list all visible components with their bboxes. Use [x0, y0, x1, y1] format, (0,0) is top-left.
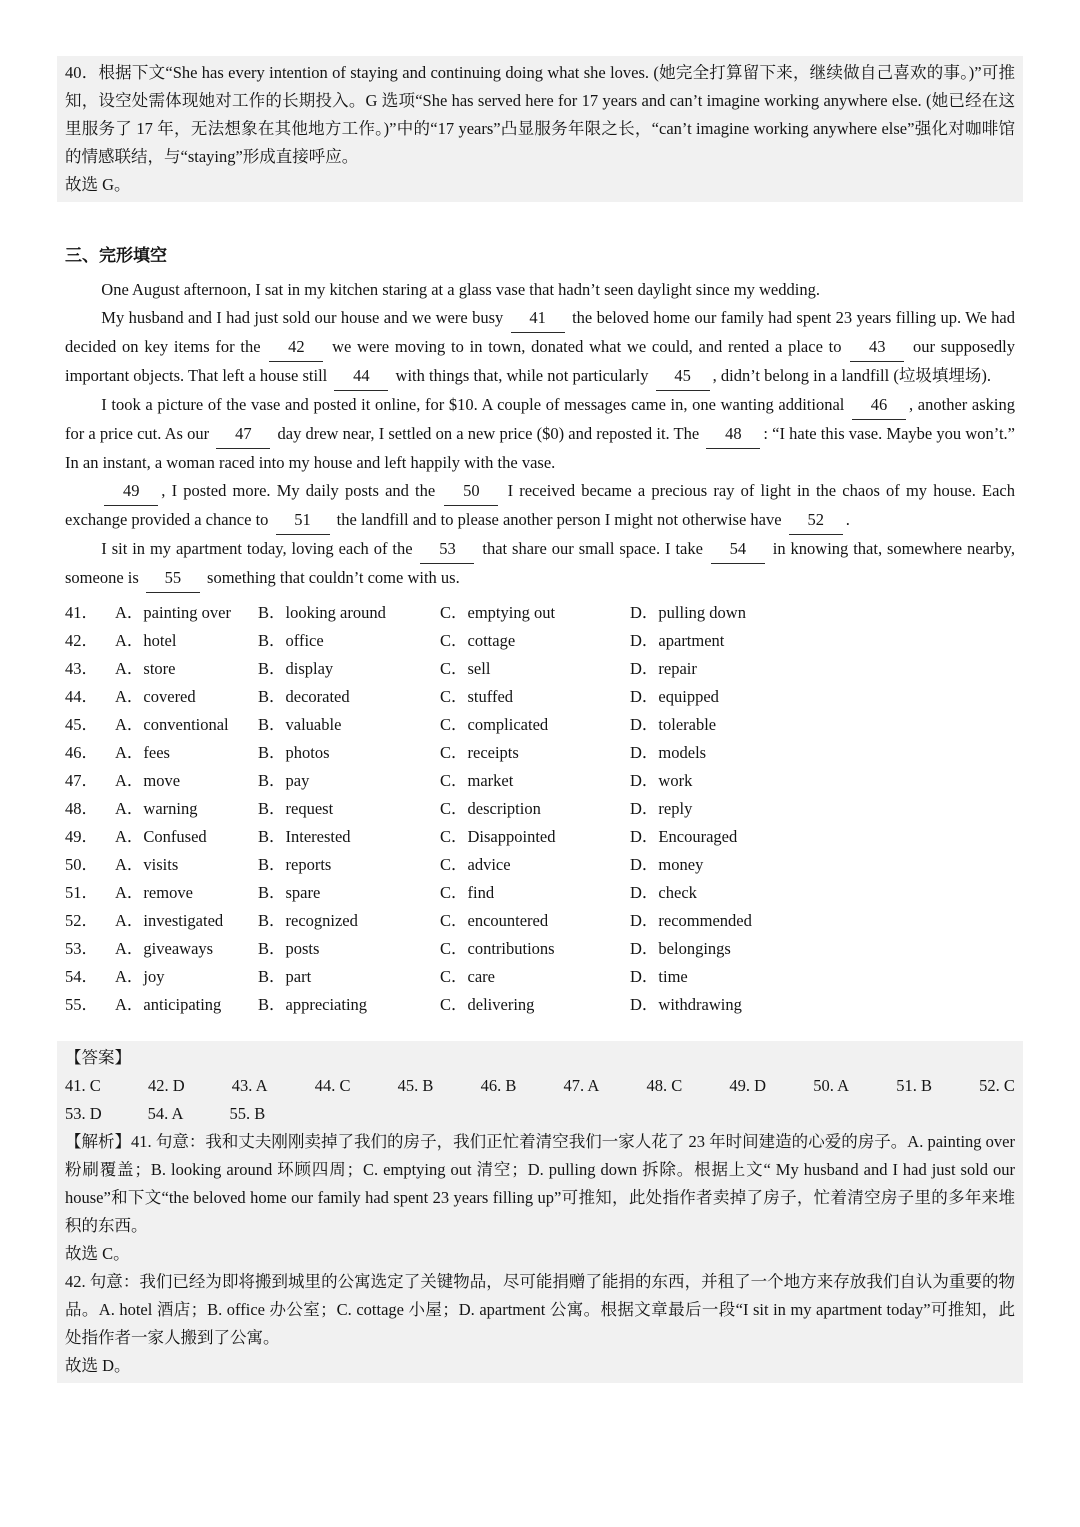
option-b: B．office — [258, 631, 324, 650]
answer-analysis-block — [57, 1041, 1023, 1383]
cloze-blank-46: 46 — [852, 391, 906, 420]
option-c: C．complicated — [440, 715, 549, 734]
answer-item: 51. B — [896, 1076, 932, 1095]
option-c: C．market — [440, 771, 514, 790]
answer-item: 48. C — [646, 1076, 683, 1095]
question-row — [65, 851, 1015, 879]
cloze-blank-43: 43 — [850, 333, 904, 362]
option-d: D．models — [630, 743, 707, 762]
answers-heading: 【答案】 — [65, 1048, 131, 1067]
option-c: C．stuffed — [440, 687, 514, 706]
answer-item: 49. D — [729, 1076, 767, 1095]
answer-item: 46. B — [480, 1076, 517, 1095]
question-row — [65, 767, 1015, 795]
option-b: B．pay — [258, 771, 310, 790]
analysis-item-42: 42. 句意：我们已经为即将搬到城里的公寓选定了关键物品，尽可能捐赠了能捐的东西，并租了一个地方来存放我们自认为重要的物品。A. hotel 酒店；B. office 办公室；C. cottage 小屋；D. apartment 公寓。根据文章最后一段“I sit in my apartment today”可推知，此处指作者一家人搬到了公寓。 — [65, 1272, 1015, 1347]
option-b: B．display — [258, 659, 334, 678]
option-d: D．belongings — [630, 939, 731, 958]
cloze-blank-50: 50 — [444, 477, 498, 506]
option-a: A．Confused — [115, 827, 207, 846]
question-number: 50． — [65, 855, 98, 874]
cloze-blank-49: 49 — [104, 477, 158, 506]
question-number: 51． — [65, 883, 98, 902]
option-d: D．tolerable — [630, 715, 717, 734]
option-c: C．find — [440, 883, 495, 902]
answer-item: 55. B — [229, 1104, 266, 1123]
option-c: C．description — [440, 799, 541, 818]
option-c: C．sell — [440, 659, 491, 678]
cloze-blank-41: 41 — [511, 304, 565, 333]
note-40-block — [57, 56, 1023, 202]
answer-item: 42. D — [147, 1076, 185, 1095]
cloze-blank-48: 48 — [706, 420, 760, 449]
option-d: D．work — [630, 771, 693, 790]
option-d: D．equipped — [630, 687, 719, 706]
option-d: D．Encouraged — [630, 827, 738, 846]
option-c: C．emptying out — [440, 603, 556, 622]
question-row — [65, 963, 1015, 991]
option-c: C．advice — [440, 855, 511, 874]
question-number: 46． — [65, 743, 98, 762]
section-title: 三、完形填空 — [65, 246, 167, 265]
question-row — [65, 823, 1015, 851]
question-row — [65, 599, 1015, 627]
answer-item: 53. D — [65, 1104, 102, 1123]
option-b: B．Interested — [258, 827, 351, 846]
answers-line-2 — [65, 1100, 1015, 1128]
question-number: 41． — [65, 603, 98, 622]
option-a: A．covered — [115, 687, 196, 706]
passage-paragraph: 49 , I posted more. My daily posts and the 50 I received became a precious ray of light in the chaos of my house. Each exchange provided a chance to 51 the landfill and to please another person I might not otherwise have 52 . — [65, 477, 1015, 535]
option-a: A．conventional — [115, 715, 229, 734]
cloze-blank-45: 45 — [656, 362, 710, 391]
answer-item: 50. A — [813, 1076, 850, 1095]
question-number: 42． — [65, 631, 98, 650]
analysis-item-41: 【解析】41. 句意：我和丈夫刚刚卖掉了我们的房子，我们正忙着清空我们一家人花了 23 年时间建造的心爱的房子。A. painting over 粉刷覆盖；B. looking around 环顾四周；C. emptying out 清空；D. pulling down 拆除。根据上文“ My husband and I had just sold our house”和下文“the beloved home our family had spent 23 years filling up”可推知，此处指作者卖掉了房子，忙着清空房子里的多年来堆积的东西。 — [65, 1132, 1015, 1235]
passage-paragraph: One August afternoon, I sat in my kitchen staring at a glass vase that hadn’t seen daylight since my wedding. — [101, 280, 820, 299]
analysis-item-42-conclusion: 故选 D。 — [65, 1356, 131, 1375]
note-40-conclusion: 故选 G。 — [65, 175, 131, 194]
question-row — [65, 879, 1015, 907]
question-number: 44． — [65, 687, 98, 706]
passage-paragraph: I sit in my apartment today, loving each of the 53 that share our small space. I take 54 in knowing that, somewhere nearby, someone is 55 something that couldn’t come with us. — [65, 535, 1015, 593]
option-c: C．delivering — [440, 995, 535, 1014]
option-a: A．joy — [115, 967, 165, 986]
option-d: D．reply — [630, 799, 693, 818]
question-number: 43． — [65, 659, 98, 678]
answer-item: 54. A — [147, 1104, 184, 1123]
answer-item: 52. C — [979, 1076, 1015, 1095]
option-b: B．valuable — [258, 715, 342, 734]
option-a: A．giveaways — [115, 939, 214, 958]
option-a: A．painting over — [115, 603, 231, 622]
question-number: 54． — [65, 967, 98, 986]
option-b: B．part — [258, 967, 312, 986]
cloze-blank-55: 55 — [146, 564, 200, 593]
option-d: D．check — [630, 883, 697, 902]
cloze-blank-52: 52 — [789, 506, 843, 535]
option-b: B．appreciating — [258, 995, 368, 1014]
question-number: 55． — [65, 995, 98, 1014]
option-c: C．care — [440, 967, 495, 986]
question-number: 48． — [65, 799, 98, 818]
question-number: 47． — [65, 771, 98, 790]
question-row — [65, 711, 1015, 739]
option-b: B．reports — [258, 855, 332, 874]
answer-item: 47. A — [563, 1076, 600, 1095]
question-row — [65, 935, 1015, 963]
option-d: D．apartment — [630, 631, 725, 650]
question-number: 52． — [65, 911, 98, 930]
cloze-blank-47: 47 — [216, 420, 270, 449]
cloze-blank-42: 42 — [269, 333, 323, 362]
option-a: A．anticipating — [115, 995, 222, 1014]
option-b: B．recognized — [258, 911, 358, 930]
option-c: C．contributions — [440, 939, 555, 958]
question-row — [65, 683, 1015, 711]
option-b: B．posts — [258, 939, 320, 958]
option-d: D．recommended — [630, 911, 752, 930]
passage-paragraph: My husband and I had just sold our house and we were busy 41 the beloved home our family had spent 23 years filling up. We had decided on key items for the 42 we were moving to in town, donated what we could, and rented a place to 43 our supposedly important objects. That left a house still 44 with things that, while not particularly 45 , didn’t belong in a landfill (垃圾填埋场). — [65, 304, 1015, 391]
option-d: D．repair — [630, 659, 697, 678]
option-a: A．remove — [115, 883, 193, 902]
analysis-item-41-conclusion: 故选 C。 — [65, 1244, 130, 1263]
cloze-blank-51: 51 — [276, 506, 330, 535]
option-a: A．visits — [115, 855, 179, 874]
option-b: B．request — [258, 799, 334, 818]
option-c: C．encountered — [440, 911, 549, 930]
question-row — [65, 655, 1015, 683]
option-a: A．store — [115, 659, 176, 678]
option-d: D．withdrawing — [630, 995, 742, 1014]
question-row — [65, 907, 1015, 935]
cloze-passage — [65, 276, 1015, 593]
passage-paragraph: I took a picture of the vase and posted it online, for $10. A couple of messages came in, one wanting additional 46 , another asking for a price cut. As our 47 day drew near, I settled on a new price ($0) and reposted it. The 48 : “I hate this vase. Maybe you won’t.” In an instant, a woman raced into my house and left happily with the vase. — [65, 391, 1015, 477]
cloze-blank-53: 53 — [420, 535, 474, 564]
option-b: B．decorated — [258, 687, 350, 706]
answer-item: 41. C — [65, 1076, 101, 1095]
answers-line-1 — [65, 1072, 1015, 1100]
answer-item: 45. B — [397, 1076, 434, 1095]
option-a: A．investigated — [115, 911, 224, 930]
option-a: A．move — [115, 771, 181, 790]
question-row — [65, 991, 1015, 1019]
cloze-blank-54: 54 — [711, 535, 765, 564]
note-40-text: 40．根据下文“She has every intention of staying and continuing doing what she loves. (她完全打算留下来，继续做自己喜欢的事。)”可推知，设空处需体现她对工作的长期投入。G 选项“She has served here for 17 years and can’t imagine working anywhere else. (她已经在这里服务了 17 年，无法想象在其他地方工作。)”中的“17 years”凸显服务年限之长，“can’t imagine working anywhere else”强化对咖啡馆的情感联结，与“staying”形成直接呼应。 — [65, 63, 1015, 166]
option-c: C．cottage — [440, 631, 516, 650]
question-number: 45． — [65, 715, 98, 734]
option-d: D．money — [630, 855, 704, 874]
cloze-blank-44: 44 — [334, 362, 388, 391]
option-a: A．warning — [115, 799, 198, 818]
option-b: B．spare — [258, 883, 321, 902]
question-row — [65, 627, 1015, 655]
option-b: B．looking around — [258, 603, 386, 622]
answer-item: 43. A — [231, 1076, 268, 1095]
option-d: D．time — [630, 967, 688, 986]
option-c: C．receipts — [440, 743, 519, 762]
option-a: A．fees — [115, 743, 170, 762]
option-a: A．hotel — [115, 631, 177, 650]
options-list — [65, 599, 1015, 1019]
question-row — [65, 795, 1015, 823]
question-row — [65, 739, 1015, 767]
option-b: B．photos — [258, 743, 330, 762]
question-number: 49． — [65, 827, 98, 846]
option-c: C．Disappointed — [440, 827, 556, 846]
option-d: D．pulling down — [630, 603, 746, 622]
question-number: 53． — [65, 939, 98, 958]
answer-item: 44. C — [314, 1076, 351, 1095]
